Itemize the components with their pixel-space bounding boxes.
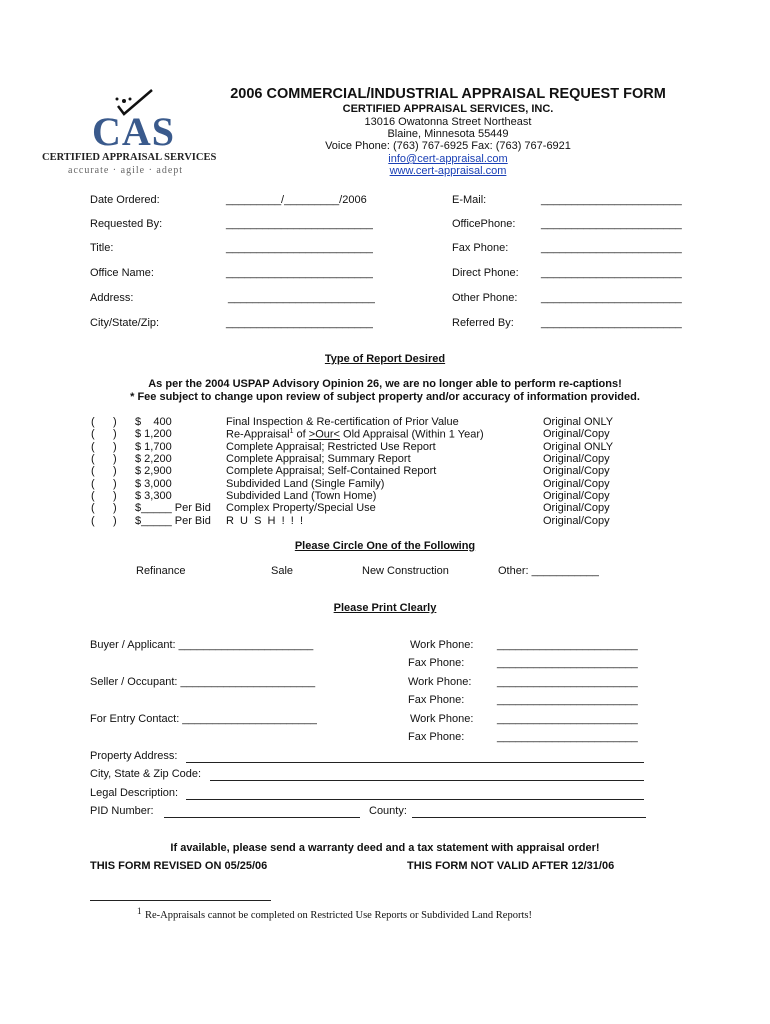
option-new-construction[interactable]: New Construction: [362, 565, 449, 577]
property-address-field[interactable]: [186, 762, 644, 763]
report-price: $_____ Per Bid: [135, 502, 211, 514]
report-price: $ 400: [135, 416, 172, 428]
report-checkbox[interactable]: ( ): [91, 478, 117, 490]
entry-fax-phone-field[interactable]: _______________________: [497, 731, 638, 743]
other-phone-label: Other Phone:: [452, 292, 518, 304]
company-logo: [40, 88, 218, 180]
print-heading: Please Print Clearly: [333, 602, 437, 614]
email-label: E-Mail:: [452, 194, 487, 206]
county-label: County:: [369, 805, 407, 817]
report-type-heading: Type of Report Desired: [324, 353, 446, 365]
office-phone-field[interactable]: _______________________: [541, 218, 682, 230]
footnote-divider: [90, 900, 271, 901]
report-copy: Original/Copy: [543, 490, 610, 502]
report-checkbox[interactable]: ( ): [91, 502, 117, 514]
report-checkbox[interactable]: ( ): [91, 490, 117, 502]
report-checkbox[interactable]: ( ): [91, 428, 117, 440]
pid-number-field[interactable]: [164, 817, 360, 818]
logo-name: CERTIFIED APPRAISAL SERVICES: [42, 152, 217, 163]
city-state-zip-label: City/State/Zip:: [90, 317, 160, 329]
logo-letters: CAS: [92, 109, 176, 154]
entry-work-phone-field[interactable]: _______________________: [497, 713, 638, 725]
report-copy: Original/Copy: [543, 428, 610, 440]
report-copy: Original/Copy: [543, 478, 610, 490]
city-state-zip-code-label: City, State & Zip Code:: [90, 768, 202, 780]
report-copy: Original ONLY: [543, 441, 614, 453]
office-phone-label: OfficePhone:: [452, 218, 516, 230]
report-desc: Subdivided Land (Single Family): [226, 478, 385, 490]
website-row: [198, 165, 698, 177]
entry-fax-phone-label: Fax Phone:: [408, 731, 465, 743]
footnote-number: 1: [137, 906, 142, 916]
buyer-fax-phone-label: Fax Phone:: [408, 657, 465, 669]
company-name: CERTIFIED APPRAISAL SERVICES, INC.: [342, 103, 554, 115]
report-desc: Complete Appraisal; Summary Report: [226, 453, 411, 465]
report-checkbox[interactable]: ( ): [91, 441, 117, 453]
report-desc: Complex Property/Special Use: [226, 502, 376, 514]
legal-description-field[interactable]: [186, 799, 644, 800]
email-link[interactable]: info@cert-appraisal.com: [388, 153, 508, 165]
report-desc-text: Old Appraisal (Within 1 Year): [339, 428, 484, 441]
entry-work-phone-label: Work Phone:: [410, 713, 474, 725]
office-name-label: Office Name:: [90, 267, 154, 279]
report-price: $ 2,200: [135, 453, 172, 465]
direct-phone-label: Direct Phone:: [452, 267, 519, 279]
seller-fax-phone-field[interactable]: _______________________: [497, 694, 638, 706]
seller-work-phone-field[interactable]: _______________________: [497, 676, 638, 688]
website-link[interactable]: www.cert-appraisal.com: [389, 165, 507, 177]
report-desc-text: Re-Appraisal: [226, 428, 290, 441]
buyer-work-phone-label: Work Phone:: [410, 639, 474, 651]
report-copy: Original/Copy: [543, 502, 610, 514]
fee-notice: * Fee subject to change upon review of subject property and/or accuracy of information provided.: [130, 391, 640, 403]
valid-until: THIS FORM NOT VALID AFTER 12/31/06: [407, 860, 615, 872]
email-row: [198, 153, 698, 165]
option-refinance[interactable]: Refinance: [136, 565, 186, 577]
report-checkbox[interactable]: ( ): [91, 416, 117, 428]
city-state-zip-code-field[interactable]: [210, 780, 644, 781]
referred-by-label: Referred By:: [452, 317, 514, 329]
report-price: $_____ Per Bid: [135, 515, 211, 527]
form-title: 2006 COMMERCIAL/INDUSTRIAL APPRAISAL REQUEST FORM: [230, 86, 666, 102]
fax-phone-label: Fax Phone:: [452, 242, 509, 254]
city-state-zip-field[interactable]: ________________________: [226, 317, 373, 329]
seller-fax-phone-label: Fax Phone:: [408, 694, 465, 706]
report-checkbox[interactable]: ( ): [91, 465, 117, 477]
buyer-work-phone-field[interactable]: _______________________: [497, 639, 638, 651]
report-price: $ 3,300: [135, 490, 172, 502]
report-copy: Original/Copy: [543, 453, 610, 465]
option-sale[interactable]: Sale: [271, 565, 294, 577]
date-ordered-field[interactable]: _________/_________/2006: [226, 194, 367, 206]
report-desc: Subdivided Land (Town Home): [226, 490, 377, 502]
report-desc-text: of: [293, 428, 309, 441]
footnote-ref: 1: [289, 428, 294, 435]
entry-contact-field[interactable]: For Entry Contact: ______________________: [90, 713, 317, 725]
report-copy: Original/Copy: [543, 465, 610, 477]
other-phone-field[interactable]: _______________________: [541, 292, 682, 304]
report-desc: Complete Appraisal; Self-Contained Report: [226, 465, 437, 477]
report-price: $ 1,700: [135, 441, 172, 453]
date-ordered-label: Date Ordered:: [90, 194, 160, 206]
direct-phone-field[interactable]: _______________________: [541, 267, 682, 279]
company-street: 13016 Owatonna Street Northeast: [364, 116, 532, 128]
report-copy: Original ONLY: [543, 416, 614, 428]
address-label: Address:: [90, 292, 134, 304]
company-city: Blaine, Minnesota 55449: [387, 128, 509, 140]
report-desc-emphasis: >Our<: [308, 428, 340, 441]
fax-phone-field[interactable]: _______________________: [541, 242, 682, 254]
report-price: $ 3,000: [135, 478, 172, 490]
buyer-applicant-field[interactable]: Buyer / Applicant: ______________________: [90, 639, 314, 651]
logo-tagline: accurate · agile · adept: [68, 165, 184, 176]
office-name-field[interactable]: ________________________: [226, 267, 373, 279]
county-field[interactable]: [412, 817, 646, 818]
uspap-notice: As per the 2004 USPAP Advisory Opinion 26, we are no longer able to perform re-captions!: [148, 378, 622, 390]
report-copy: Original/Copy: [543, 515, 610, 527]
seller-work-phone-label: Work Phone:: [408, 676, 472, 688]
report-desc: R U S H ! ! !: [226, 515, 304, 527]
report-price: $ 1,200: [135, 428, 172, 440]
address-field[interactable]: ________________________: [228, 292, 375, 304]
company-phones: Voice Phone: (763) 767-6925 Fax: (763) 767-6921: [325, 140, 571, 152]
requested-by-label: Requested By:: [90, 218, 163, 230]
legal-description-label: Legal Description:: [90, 787, 179, 799]
buyer-fax-phone-field[interactable]: _______________________: [497, 657, 638, 669]
revised-date: THIS FORM REVISED ON 05/25/06: [90, 860, 268, 872]
footnote-text: Re-Appraisals cannot be completed on Restricted Use Reports or Subdivided Land Reports!: [145, 910, 532, 921]
report-checkbox[interactable]: ( ): [91, 515, 117, 527]
title-field[interactable]: ________________________: [226, 242, 373, 254]
referred-by-field[interactable]: _______________________: [541, 317, 682, 329]
email-field[interactable]: _______________________: [541, 194, 682, 206]
title-label: Title:: [90, 242, 114, 254]
option-other[interactable]: Other: ___________: [498, 565, 599, 577]
requested-by-field[interactable]: ________________________: [226, 218, 373, 230]
property-address-label: Property Address:: [90, 750, 178, 762]
report-price: $ 2,900: [135, 465, 172, 477]
report-desc: Complete Appraisal; Restricted Use Report: [226, 441, 436, 453]
warranty-notice: If available, please send a warranty deed and a tax statement with appraisal order!: [170, 842, 600, 854]
pid-number-label: PID Number:: [90, 805, 154, 817]
report-checkbox[interactable]: ( ): [91, 453, 117, 465]
circle-heading: Please Circle One of the Following: [294, 540, 476, 552]
seller-occupant-field[interactable]: Seller / Occupant: ______________________: [90, 676, 316, 688]
report-desc: Final Inspection & Re-certification of Prior Value: [226, 416, 459, 428]
report-desc: [226, 428, 484, 441]
